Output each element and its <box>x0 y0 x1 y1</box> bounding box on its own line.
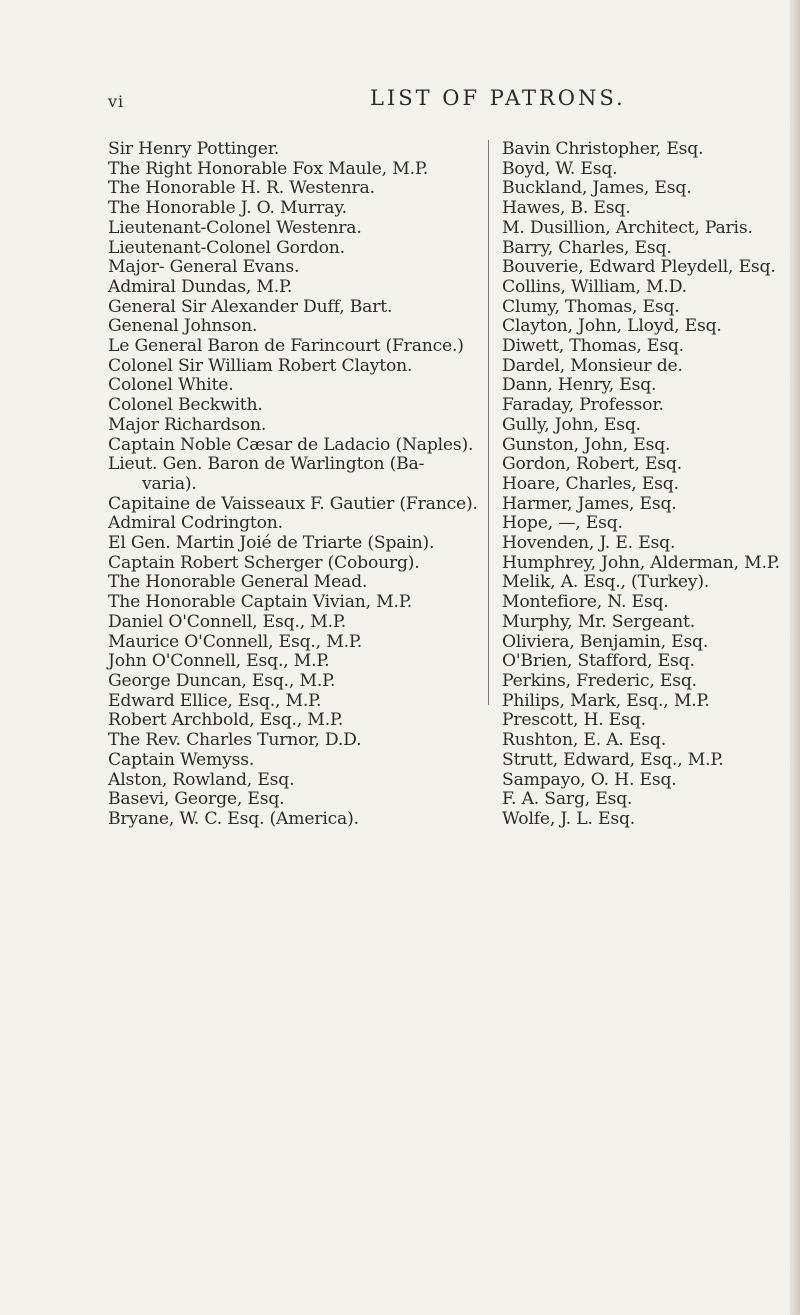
patron-entry: Strutt, Edward, Esq., M.P. <box>502 749 724 770</box>
patron-entry: Collins, William, M.D. <box>502 276 687 297</box>
patron-entry: M. Dusillion, Architect, Paris. <box>502 217 753 238</box>
patron-entry: Hovenden, J. E. Esq. <box>502 533 676 554</box>
patron-entry: Clayton, John, Lloyd, Esq. <box>502 316 722 337</box>
patron-entry: Oliviera, Benjamin, Esq. <box>502 631 709 652</box>
patron-entry: Montefiore, N. Esq. <box>502 592 669 613</box>
patron-entry: General Sir Alexander Duff, Bart. <box>108 296 393 317</box>
patron-entry: George Duncan, Esq., M.P. <box>108 670 336 691</box>
column-divider <box>488 140 489 705</box>
patron-entry: Dardel, Monsieur de. <box>502 355 683 376</box>
patron-entry: The Right Honorable Fox Maule, M.P. <box>108 158 429 179</box>
patron-entry: Philips, Mark, Esq., M.P. <box>502 690 710 711</box>
patron-entry: Captain Noble Cæsar de Ladacio (Naples). <box>108 434 474 455</box>
patron-entry: Diwett, Thomas, Esq. <box>502 336 684 357</box>
patron-entry: Daniel O'Connell, Esq., M.P. <box>108 611 347 632</box>
patron-entry: Murphy, Mr. Sergeant. <box>502 611 695 632</box>
patron-entry: Maurice O'Connell, Esq., M.P. <box>108 631 362 652</box>
patron-entry: Major- General Evans. <box>108 257 300 278</box>
patron-entry: Rushton, E. A. Esq. <box>502 730 666 751</box>
patron-entry: Hope, —, Esq. <box>502 513 623 534</box>
patron-entry: Capitaine de Vaisseaux F. Gautier (France). <box>108 493 478 514</box>
patron-entry: Dann, Henry, Esq. <box>502 375 657 396</box>
patron-entry: Faraday, Professor. <box>502 395 664 416</box>
patron-entry: Admiral Dundas, M.P. <box>108 276 293 297</box>
patron-entry: Boyd, W. Esq. <box>502 158 618 179</box>
patron-entry: Colonel White. <box>108 375 234 396</box>
patron-entry: Alston, Rowland, Esq. <box>108 769 295 790</box>
patron-entry: Clumy, Thomas, Esq. <box>502 296 680 317</box>
patron-entry: Harmer, James, Esq. <box>502 493 677 514</box>
patron-entry: Lieutenant-Colonel Westenra. <box>108 217 362 238</box>
patron-entry: Hoare, Charles, Esq. <box>502 473 679 494</box>
patron-entry: Buckland, James, Esq. <box>502 178 692 199</box>
patron-entry: Bryane, W. C. Esq. (America). <box>108 808 359 829</box>
patron-list-left <box>108 140 478 830</box>
running-title: LIST OF PATRONS. <box>370 86 626 110</box>
page-header <box>0 86 800 116</box>
patron-entry: The Honorable Captain Vivian, M.P. <box>108 592 412 613</box>
patron-entry: Bavin Christopher, Esq. <box>502 139 704 159</box>
patron-entry: F. A. Sarg, Esq. <box>502 789 633 810</box>
patron-entry: Admiral Codrington. <box>108 513 283 534</box>
patron-entry: Lieutenant-Colonel Gordon. <box>108 237 345 258</box>
patron-entry: The Honorable H. R. Westenra. <box>108 178 375 199</box>
patron-entry: Basevi, George, Esq. <box>108 789 285 810</box>
patron-entry: Prescott, H. Esq. <box>502 710 646 731</box>
patron-entry: Colonel Beckwith. <box>108 395 263 416</box>
patron-entry: The Honorable J. O. Murray. <box>108 198 347 219</box>
patron-entry: Genenal Johnson. <box>108 316 258 337</box>
patron-entry: Colonel Sir William Robert Clayton. <box>108 355 413 376</box>
patron-entry: Edward Ellice, Esq., M.P. <box>108 690 322 711</box>
patron-entry: John O'Connell, Esq., M.P. <box>108 651 330 672</box>
patron-entry: Captain Robert Scherger (Cobourg). <box>108 552 420 573</box>
patron-entry: The Honorable General Mead. <box>108 572 368 593</box>
patron-entry-continuation: varia). <box>142 473 197 494</box>
patron-entry: Robert Archbold, Esq., M.P. <box>108 710 344 731</box>
patron-entry: O'Brien, Stafford, Esq. <box>502 651 695 672</box>
page-edge <box>790 0 800 1315</box>
patron-entry: Le General Baron de Farincourt (France.) <box>108 336 464 357</box>
patron-entry: The Rev. Charles Turnor, D.D. <box>108 730 362 751</box>
patron-entry: Wolfe, J. L. Esq. <box>502 808 636 829</box>
patron-list-right <box>502 140 787 830</box>
patron-entry: Perkins, Frederic, Esq. <box>502 670 697 691</box>
patron-entry: Hawes, B. Esq. <box>502 198 631 219</box>
patron-entry: Gunston, John, Esq. <box>502 434 671 455</box>
patron-entry: Humphrey, John, Alderman, M.P. <box>502 552 780 573</box>
patron-entry: Sir Henry Pottinger. <box>108 139 280 159</box>
patron-entry: Gully, John, Esq. <box>502 414 641 435</box>
patron-entry: Sampayo, O. H. Esq. <box>502 769 677 790</box>
page-number: vi <box>108 92 125 111</box>
patron-entry: Lieut. Gen. Baron de Warlington (Ba- <box>108 454 425 475</box>
patron-entry: El Gen. Martin Joié de Triarte (Spain). <box>108 533 435 554</box>
patron-entry: Gordon, Robert, Esq. <box>502 454 682 475</box>
patron-entry: Bouverie, Edward Pleydell, Esq. <box>502 257 776 278</box>
patron-entry: Captain Wemyss. <box>108 749 255 770</box>
patron-entry: Major Richardson. <box>108 414 267 435</box>
patron-entry: Melik, A. Esq., (Turkey). <box>502 572 710 593</box>
patron-entry: Barry, Charles, Esq. <box>502 237 672 258</box>
